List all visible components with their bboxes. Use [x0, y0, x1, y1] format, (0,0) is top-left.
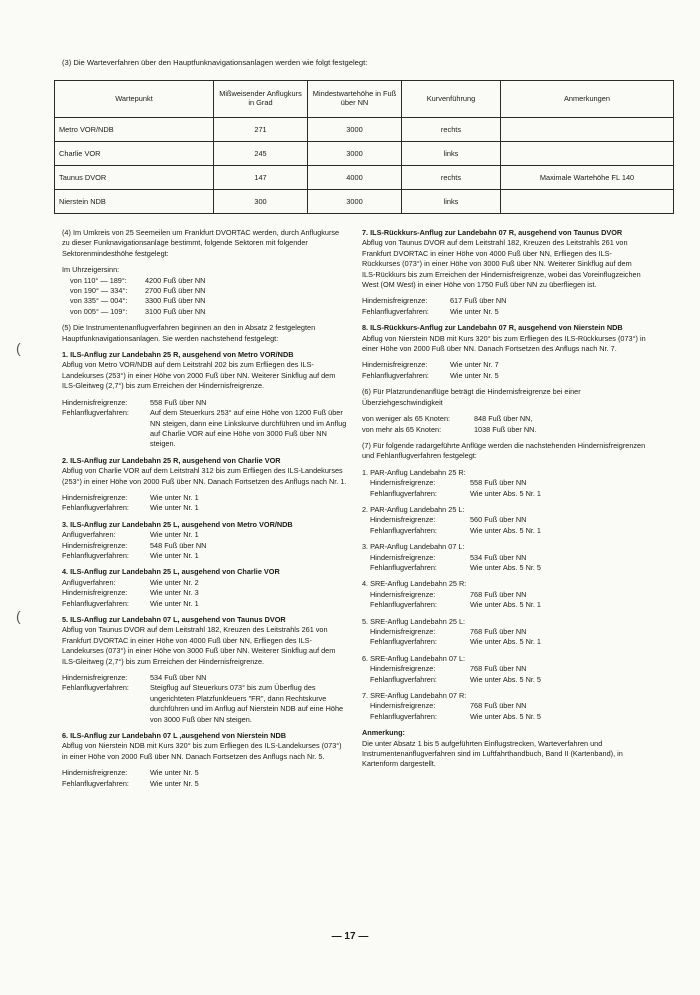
field-row: Hindernisfreigrenze: Wie unter Nr. 1 — [62, 492, 199, 502]
section-heading: 2. ILS-Anflug zur Landebahn 25 R, ausgehend von Charlie VOR — [62, 455, 281, 465]
clockwise-label: Im Uhrzeigersinn: — [62, 265, 120, 275]
section-text: Abflug von Metro VOR/NDB auf dem Leitstrahl 202 bis zum Erfliegen des ILS-Landekurses (253°) in einer Höhe von 2000 Fuß über NN. Weiterer Sinkflug auf dem ILS-Gleitweg (2,7°) bis zum Erreichen der Hindernisfreigrenze. — [62, 360, 336, 391]
table-cell: 3000 — [308, 118, 402, 142]
field-row: von weniger als 65 Knoten: 848 Fuß über NN, — [362, 414, 533, 424]
field-row: Fehlanflugverfahren: Wie unter Nr. 5 — [362, 306, 499, 316]
left-column — [62, 228, 347, 789]
list-item: von 190° — 334°: 2700 Fuß über NN — [70, 286, 206, 296]
table-cell: rechts — [402, 166, 501, 190]
table-cell: rechts — [402, 118, 501, 142]
field-row: Fehlanflugverfahren: Wie unter Nr. 5 — [62, 778, 199, 788]
table-header-row — [55, 81, 674, 118]
table-cell: links — [402, 142, 501, 166]
field-row: Fehlanflugverfahren: Wie unter Nr. 5 — [362, 370, 499, 380]
section-text: Abflug von Nierstein NDB mit Kurs 320° bis zum Erfliegen des ILS-Rückkurses (073°) in einer Höhe von 2000 Fuß über NN. Danach Fortsetzen des Anflugs nach Nr. 7. — [362, 333, 646, 354]
table-row — [55, 190, 674, 214]
list-item: 1. PAR-Anflug Landebahn 25 R: Hindernisfreigrenze: 558 Fuß über NN Fehlanflugverfahren: Wie unter Abs. 5 Nr. 1 — [362, 467, 541, 498]
table-cell: 3000 — [308, 142, 402, 166]
table-cell — [501, 118, 674, 142]
table-cell: 147 — [214, 166, 308, 190]
table-cell: 300 — [214, 190, 308, 214]
table-row — [55, 118, 674, 142]
col-header: Kurvenführung — [402, 81, 501, 118]
field-row: von mehr als 65 Knoten: 1038 Fuß über NN. — [362, 424, 537, 434]
col-header: Mindestwartehöhe in Fuß über NN — [308, 81, 402, 118]
table-cell — [501, 142, 674, 166]
section-heading: 6. ILS-Anflug zur Landebahn 07 L ,ausgehend von Nierstein NDB — [62, 731, 287, 741]
section-heading: 5. ILS-Anflug zur Landebahn 07 L, ausgehend von Taunus DVOR — [62, 615, 286, 624]
section-heading: 8. ILS-Rückkurs-Anflug zur Landebahn 07 R, ausgehend von Nierstein NDB — [362, 323, 623, 333]
note-heading: Anmerkung: — [362, 728, 405, 738]
page-number: — 17 — — [331, 931, 369, 942]
table-cell: Charlie VOR — [55, 142, 214, 166]
paragraph-4: (4) Im Umkreis von 25 Seemeilen um Frankfurt DVORTAC werden, durch Anflugkurse zu dieser Funknavigationsanlage bestimmt, folgende Sektoren mit folgender Sektorenmindesthöhe festgelegt: — [62, 228, 340, 258]
field-row: Fehlanflugverfahren: Wie unter Nr. 1 — [62, 503, 199, 513]
section-text: Abflug von Nierstein NDB mit Kurs 320° bis zum Erfliegen des ILS-Landekurses (073°) in einer Höhe von 2000 Fuß über NN. Danach Fortsetzen des Anflugs nach Nr. 5. — [62, 741, 342, 761]
list-item: von 335° — 004°: 3300 Fuß über NN — [70, 296, 206, 306]
col-header: Anmerkungen — [501, 81, 674, 118]
table-cell — [501, 190, 674, 214]
table-cell: 245 — [214, 142, 308, 166]
table-cell: links — [402, 190, 501, 214]
margin-mark: ( — [16, 608, 21, 624]
list-item: von 110° — 189°: 4200 Fuß über NN — [70, 275, 206, 285]
list-item: 4. SRE-Anflug Landebahn 25 R: Hindernisfreigrenze: 768 Fuß über NN Fehlanflugverfahren: Wie unter Abs. 5 Nr. 1 — [362, 579, 541, 610]
section-text: Abflug von Taunus DVOR auf dem Leitstrahl 182, Kreuzen des Leitstrahls 261 von Frankfurt DVORTAC in einer Höhe von 4000 Fuß über NN, Erfliegen des ILS-Rückkurses (073°) in einer Höhe von 3000 Fuß über NN. Weiterer Sinkflug auf dem ILS-Rückkurs bis zum Erreichen der Hindernisfreigrenze, wobei das Voreinflugzeichen West (OM West) in einer Höhe von 1750 Fuß über NN zu überfliegen ist. — [362, 238, 641, 290]
table-cell: Nierstein NDB — [55, 190, 214, 214]
field-row: Hindernisfreigrenze: 534 Fuß über NN — [62, 673, 207, 683]
paragraph-7: (7) Für folgende radargeführte Anflüge werden die nachstehenden Hindernisfreigrenzen und Fehlanflugverfahren festgelegt: — [362, 440, 646, 461]
field-row: Hindernisfreigrenze: Wie unter Nr. 3 — [62, 588, 199, 598]
table-cell: Maximale Wartehöhe FL 140 — [501, 166, 674, 190]
col-header: Wartepunkt — [55, 81, 214, 118]
field-row: Hindernisfreigrenze: Wie unter Nr. 7 — [362, 360, 499, 370]
table-cell: Metro VOR/NDB — [55, 118, 214, 142]
field-row: Hindernisfreigrenze: Wie unter Nr. 5 — [62, 768, 199, 778]
field-row: Fehlanflugverfahren: Steigflug auf Steuerkurs 073° bis zum Überflug des ungerichteten Platzfunkfeuers "FR", dann Rechtskurve durchführen und im Anflug auf Nierstein NDB auf eine Höhe von 3000 Fuß über NN steigen. — [62, 683, 344, 724]
table-cell: Taunus DVOR — [55, 166, 214, 190]
field-row: Fehlanflugverfahren: Wie unter Nr. 1 — [62, 550, 199, 560]
table-cell: 271 — [214, 118, 308, 142]
field-row: Fehlanflugverfahren: Wie unter Nr. 1 — [62, 598, 199, 608]
list-item: 5. SRE-Anflug Landebahn 25 L: Hindernisfreigrenze: 768 Fuß über NN Fehlanflugverfahren: Wie unter Abs. 5 Nr. 1 — [362, 616, 541, 647]
list-item: 6. SRE-Anflug Landebahn 07 L: Hindernisfreigrenze: 768 Fuß über NN Fehlanflugverfahren: Wie unter Abs. 5 Nr. 5 — [362, 653, 541, 684]
list-item: 3. PAR-Anflug Landebahn 07 L: Hindernisfreigrenze: 534 Fuß über NN Fehlanflugverfahren: Wie unter Abs. 5 Nr. 5 — [362, 542, 541, 572]
section-text: Abflug von Charlie VOR auf dem Leitstrahl 312 bis zum Erfliegen des ILS-Landekurses (253°) in einer Höhe von 2000 Fuß über NN. Danach Fortsetzen des Anflugs nach Nr. 1. — [62, 466, 347, 486]
field-row: Anflugverfahren: Wie unter Nr. 1 — [62, 530, 199, 540]
list-item: 7. SRE-Anflug Landebahn 07 R: Hindernisfreigrenze: 768 Fuß über NN Fehlanflugverfahren: Wie unter Abs. 5 Nr. 5 — [362, 691, 541, 721]
field-row: Hindernisfreigrenze: 548 Fuß über NN — [62, 540, 207, 550]
margin-mark: ( — [16, 340, 21, 356]
field-row: Hindernisfreigrenze: 617 Fuß über NN — [362, 296, 507, 306]
holding-table — [54, 80, 674, 214]
section-heading: 7. ILS-Rückkurs-Anflug zur Landebahn 07 R, ausgehend von Taunus DVOR — [362, 228, 623, 237]
section-heading: 3. ILS-Anflug zur Landebahn 25 L, ausgehend von Metro VOR/NDB — [62, 519, 293, 529]
paragraph-5: (5) Die Instrumentenanflugverfahren beginnen an den in Absatz 2 festgelegten Hauptfunknavigationsanlagen. Sie werden nachstehend festgelegt: — [62, 323, 316, 343]
col-header: Mißweisender Anflugkurs in Grad — [214, 81, 308, 118]
section-heading: 1. ILS-Anflug zur Landebahn 25 R, ausgehend von Metro VOR/NDB — [62, 350, 294, 360]
right-column — [362, 228, 647, 770]
field-row: Fehlanflugverfahren: Auf dem Steuerkurs 253° auf eine Höhe von 1200 Fuß über NN steigen, dann eine Linkskurve durchführen und im Anflug auf Charlie VOR auf eine Höhe von 3000 Fuß über NN steigen. — [62, 408, 347, 449]
paragraph-6: (6) Für Platzrundenanflüge beträgt die Hindernisfreigrenze bei einer Überziehgeschwindigkeit — [362, 387, 581, 407]
section-text: Abflug von Taunus DVOR auf dem Leitstrahl 182, Kreuzen des Leitstrahls 261 von Frankfurt DVORTAC in einer Höhe von 4000 Fuß über NN, Erfliegen des ILS-Landekurses (073°) in einer Höhe von 3000 Fuß über NN. Weiterer Sinkflug auf dem ILS-Gleitweg (2,7°) bis zum Erreichen der Hindernisfreigrenze. — [62, 625, 336, 666]
list-item: von 005° — 109°: 3100 Fuß über NN — [70, 306, 206, 316]
table-row — [55, 142, 674, 166]
table-cell: 4000 — [308, 166, 402, 190]
field-row: Hindernisfreigrenze: 558 Fuß über NN — [62, 397, 207, 407]
list-item: 2. PAR-Anflug Landebahn 25 L: Hindernisfreigrenze: 560 Fuß über NN Fehlanflugverfahren: Wie unter Abs. 5 Nr. 1 — [362, 504, 541, 535]
note-text: Die unter Absatz 1 bis 5 aufgeführten Einflugstrecken, Warteverfahren und Instrumentenanflugverfahren sind im Luftfahrthandbuch, Band II (Kartenband), in Kartenform dargestellt. — [362, 738, 623, 769]
table-row — [55, 166, 674, 190]
field-row: Anflugverfahren: Wie unter Nr. 2 — [62, 577, 199, 587]
table-cell: 3000 — [308, 190, 402, 214]
sector-list — [62, 276, 347, 318]
intro-text: (3) Die Warteverfahren über den Hauptfunknavigationsanlagen werden wie folgt festgelegt: — [62, 58, 368, 67]
section-heading: 4. ILS-Anflug zur Landebahn 25 L, ausgehend von Charlie VOR — [62, 567, 280, 577]
